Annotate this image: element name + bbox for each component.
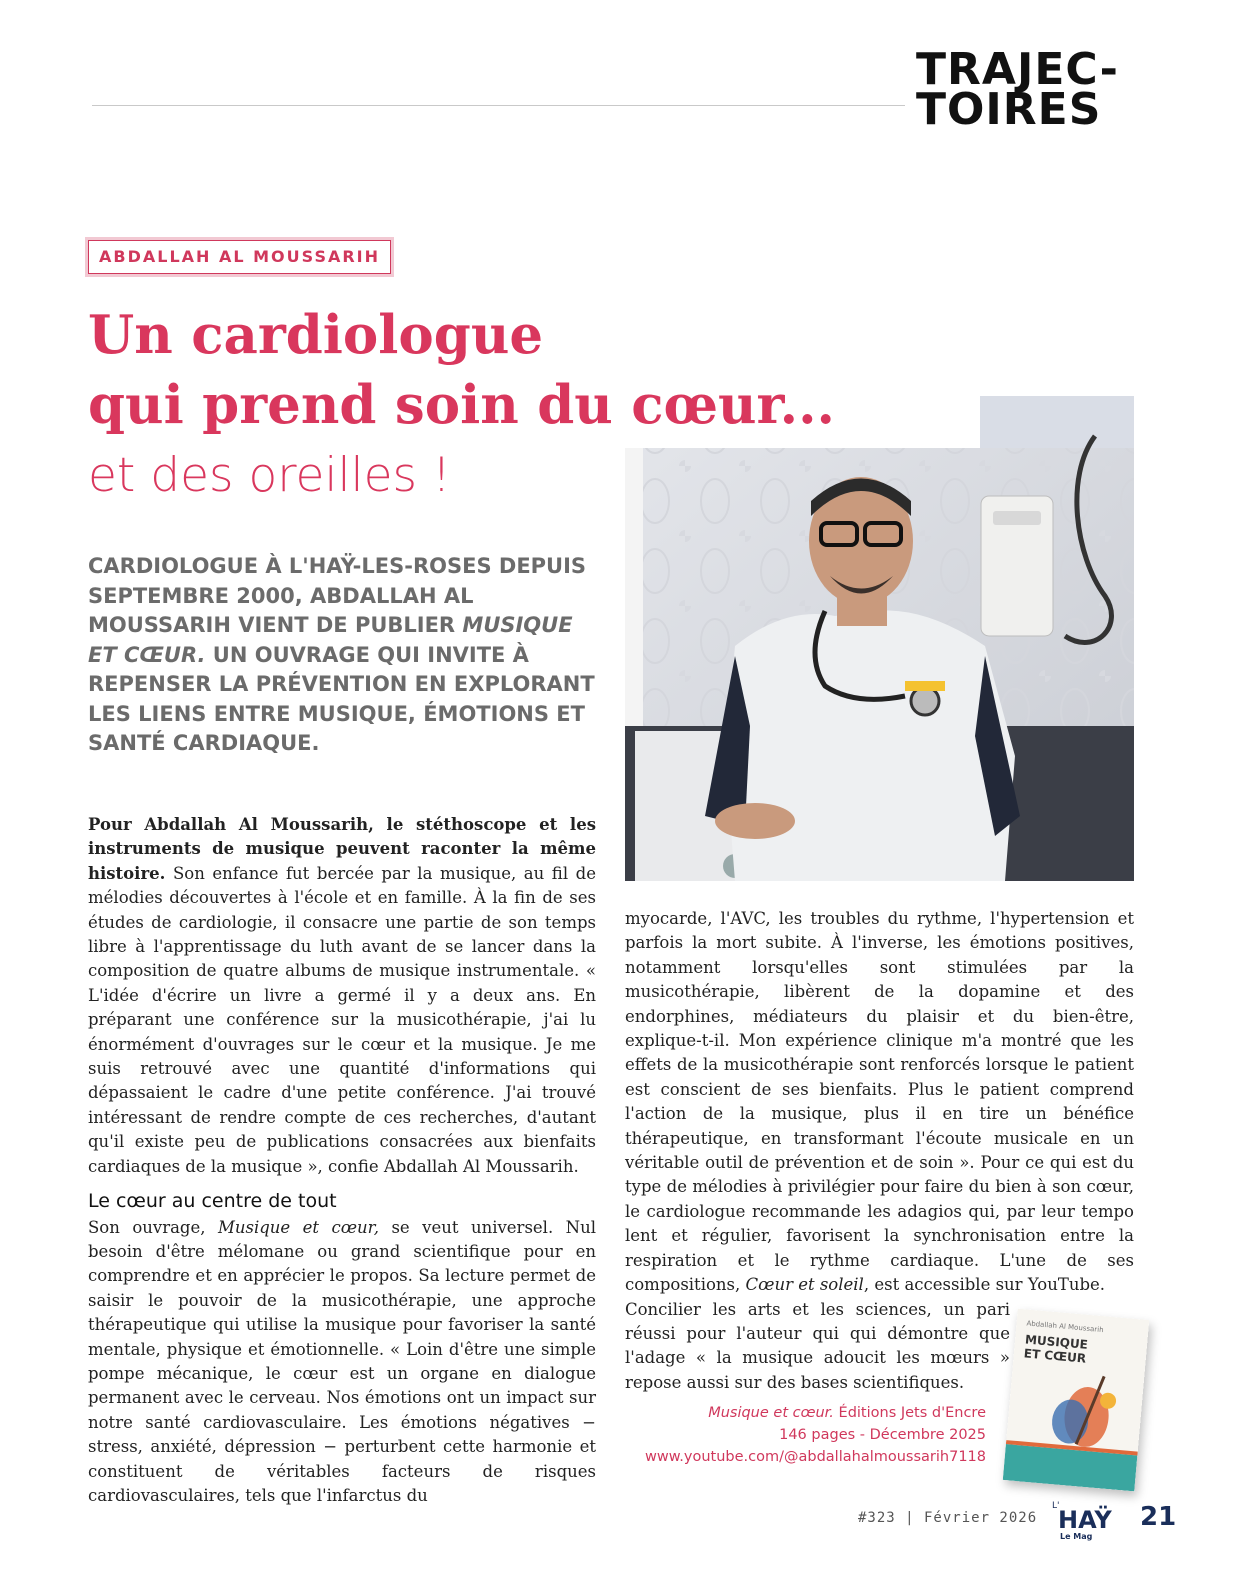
header-rule — [92, 105, 905, 106]
svg-text:Le Mag: Le Mag — [1060, 1532, 1093, 1541]
paragraph-2: Son ouvrage, Musique et cœur, se veut universel. Nul besoin d'être mélomane ou grand scientifique pour en comprendre et en apprécier le propos. Sa lecture permet de saisir le pouvoir de la musicothérapie, une approche thérapeutique qui utilise la musique pour favoriser la santé mentale, physique et émotionnelle. « Loin d'être une simple pompe mécanique, le cœur est un organe en dialogue permanent avec le cerveau. Nos émotions ont un impact sur notre santé cardiovasculaire. Les émotions négatives − stress, anxiété, dépression − perturbent cette harmonie et constituent de véritables facteurs de risques cardiovasculaires, tels que l'infarctus du — [88, 1217, 596, 1505]
paragraph-1: Pour Abdallah Al Moussarih, le stéthoscope et les instruments de musique peuvent raconter la même histoire. Son enfance fut bercée par la musique, au fil de mélodies découvertes à l'école et en famille. À la fin de ses études de cardiologie, il consacre une partie de son temps libre à l'apprentissage du luth avant de se lancer dans la composition de quatre albums de musique instrumentale. « L'idée d'écrire un livre a germé il y a deux ans. En préparant une conférence sur la musicothérapie, j'ai lu énormément d'ouvrages sur le cœur et la musique. Je me suis retrouvé avec une quantité d'informations qui dépassaient le cadre d'une petite conférence. J'ai trouvé intéressant de rendre compte de ces recherches, d'autant qu'il existe peu de publications consacrées aux bienfaits cardiaques de la musique », confie Abdallah Al Moussarih. — [88, 815, 596, 1176]
book-caption: Musique et cœur. Éditions Jets d'Encre 146 pages - Décembre 2025 www.youtube.com/@abdallahalmoussarih7118 — [626, 1402, 986, 1468]
book-author: Abdallah Al Moussarih — [1026, 1319, 1104, 1335]
book-title-1: MUSIQUE — [1024, 1332, 1089, 1352]
svg-text:L': L' — [1052, 1501, 1060, 1511]
section-subtitle: Le cœur au centre de tout — [88, 1190, 337, 1213]
headline-line-1: Un cardiologue — [88, 304, 544, 366]
paragraph-3: myocarde, l'AVC, les troubles du rythme, l'hypertension et parfois la mort subite. À l'inverse, les émotions positives, notamment lorsqu'elles sont stimulées par la musicothérapie, libèrent de la dopamine et des endorphines, médiateurs du plaisir et du bien-être, explique-t-il. Mon expérience clinique m'a montré que les effets de la musicothérapie sont renforcés lorsque le patient est conscient de ses bienfaits. Plus le patient comprend l'action de la musique, plus il en tire un bénéfice thérapeutique, en transformant l'écoute musicale en un véritable outil de prévention et de soin ». Pour ce qui est du type de mélodies à privilégier pour faire du bien à son cœur, le cardiologue recommande les adagios qui, par leur tempo lent et régulier, favorisent la synchronisation entre la respiration et le rythme cardiaque. L'une de ses compositions, Cœur et soleil, est accessible sur YouTube. — [625, 909, 1134, 1295]
cardiologist-photo — [625, 396, 1134, 881]
chapeau: CARDIOLOGUE À L'HAŸ-LES-ROSES DEPUIS SEPTEMBRE 2000, ABDALLAH AL MOUSSARIH VIENT DE PUBLIER MUSIQUE ET CŒUR. UN OUVRAGE QUI INVITE À REPENSER LA PRÉVENTION EN EXPLORANT LES LIENS ENTRE MUSIQUE, ÉMOTIONS ET SANTÉ CARDIAQUE. — [88, 554, 595, 755]
book-title-2: ET CŒUR — [1023, 1346, 1087, 1366]
author-tag: ABDALLAH AL MOUSSARIH — [88, 240, 391, 274]
subheadline: et des oreilles ! — [88, 448, 451, 503]
magazine-logo — [1052, 1498, 1132, 1542]
book-cover — [1003, 1309, 1149, 1492]
issue-number: #323 | Février 2026 — [858, 1510, 1038, 1526]
page-number: 21 — [1140, 1502, 1177, 1532]
svg-text:HAŸ: HAŸ — [1058, 1506, 1112, 1534]
youtube-link[interactable]: www.youtube.com/@abdallahalmoussarih7118 — [645, 1449, 986, 1465]
body-column-left — [88, 813, 596, 1508]
paragraph-4: Concilier les arts et les sciences, un pari réussi pour l'auteur qui qui démontre que l'adage « la musique adoucit les mœurs » repose aussi sur des bases scientifiques. — [625, 1299, 1010, 1392]
headline-line-2: qui prend soin du cœur... — [88, 374, 835, 436]
section-title: TRAJEC- TOIRES — [916, 44, 1119, 135]
